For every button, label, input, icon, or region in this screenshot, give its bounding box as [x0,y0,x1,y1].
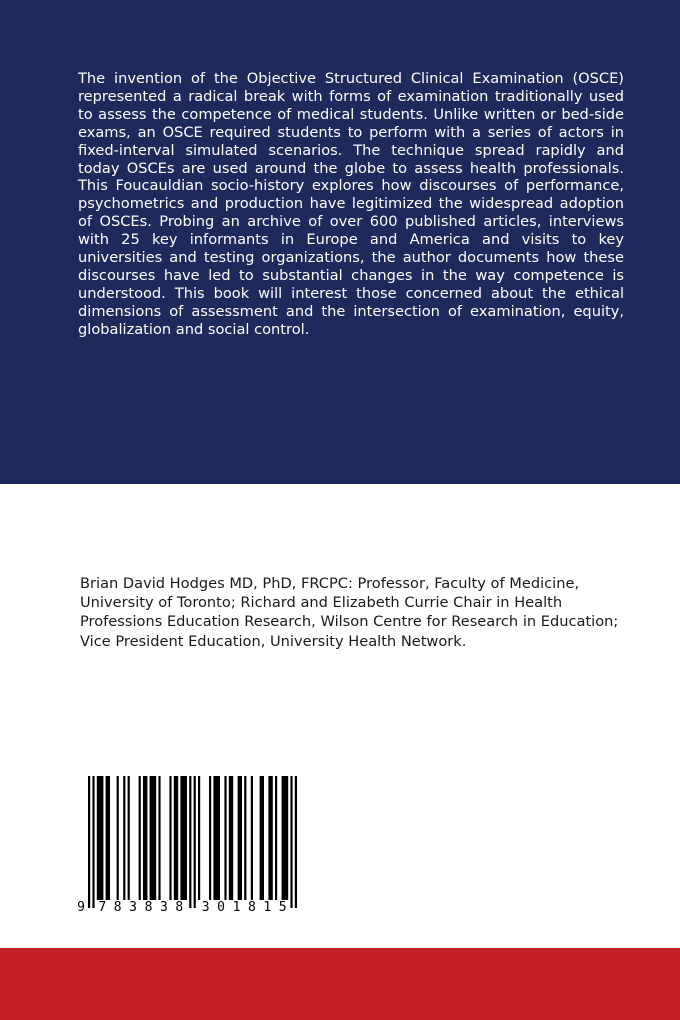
barcode-bar [88,776,90,908]
barcode-bar [139,776,141,900]
barcode-bar [209,776,211,900]
barcode-bar [282,776,289,900]
barcode-bar [150,776,157,900]
barcode-bar [158,776,160,900]
barcode-digit: 1 [263,900,272,915]
book-description: The invention of the Objective Structured Clinical Examination (OSCE) represented a radical break with forms of examination traditionally used to assess the competence of medical students. Unlike written or bed-side exams, an OSCE required students to perform with a series of actors in fixed-interval simulated scenarios. The technique spread rapidly and today OSCEs are used around the globe to assess health professionals. This Foucauldian socio-history explores how discourses of performance, psychometrics and production have legitimized the widespread adoption of OSCEs. Probing an archive of over 600 published articles, interviews with 25 key informants in Europe and America and visits to key universities and testing organizations, the author documents how these discourses have led to substantial changes in the way competence is understood. This book will interest those concerned about the ethical dimensions of assessment and the intersection of examination, equity, globalization and social control. [78,70,624,338]
barcode-digit: 8 [247,900,256,915]
barcode-digits [77,900,287,915]
barcode-bar [275,776,277,900]
barcode-bar [97,776,104,900]
barcode-bar [290,776,292,908]
barcode-bar [143,776,147,900]
barcode-bar [198,776,200,900]
barcode-bar [194,776,196,908]
barcode-bar [180,776,187,900]
barcode-bar [260,776,264,900]
barcode-bar [123,776,125,900]
barcode-bar [128,776,130,900]
barcode-bar [251,776,253,900]
barcode-digit: 3 [159,900,168,915]
barcode-bar [92,776,94,908]
barcode-bar [117,776,119,900]
barcode-bar [213,776,220,900]
barcode-bar [295,776,297,908]
barcode-digit: 5 [278,900,287,915]
barcode-bar [224,776,226,900]
bottom-red-band [0,948,680,1020]
barcode-digit: 0 [217,900,226,915]
barcode-digit: 3 [129,900,138,915]
barcode-bar [238,776,242,900]
barcode-bar [174,776,178,900]
barcode-digit: 7 [98,900,107,915]
author-biography: Brian David Hodges MD, PhD, FRCPC: Professor, Faculty of Medicine, University of Toronto; Richard and Elizabeth Currie Chair in Health Professions Education Research, Wilson Centre for Research in Education; Vice President Education, University Health Network. [80,575,619,650]
barcode-digit: 8 [113,900,122,915]
barcode-digit: 3 [201,900,210,915]
barcode-bar [268,776,272,900]
barcode-bar [244,776,246,900]
barcode-bar [106,776,110,900]
barcode-digit: 1 [232,900,241,915]
barcode-bar [229,776,233,900]
barcode-bars [88,776,297,908]
back-cover-top-panel [0,0,680,484]
barcode-digit: 8 [175,900,184,915]
barcode-bar [169,776,171,900]
barcode-digit: 9 [77,900,85,915]
barcode-bar [189,776,191,908]
barcode-digit: 8 [144,900,153,915]
isbn-barcode [76,770,308,920]
